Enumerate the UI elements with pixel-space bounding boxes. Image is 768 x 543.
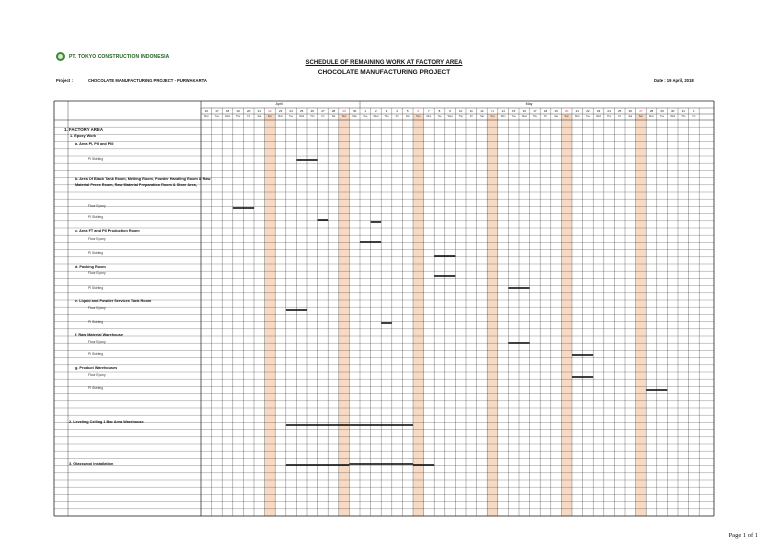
- day-number: 28: [649, 108, 654, 113]
- day-name: Sun: [416, 115, 421, 118]
- day-number: 1: [693, 108, 695, 113]
- day-name: Thu: [384, 115, 389, 118]
- day-name: Wed: [225, 115, 230, 118]
- day-number: 25: [300, 108, 304, 113]
- task-label: PI Skirting: [88, 319, 104, 324]
- schedule-bar: [413, 464, 434, 466]
- task-label: 2. Leveling Ceiling 1 Bar Area Warehouse: [69, 420, 144, 424]
- day-name: Sun: [490, 115, 495, 118]
- day-name: Wed: [447, 115, 453, 118]
- day-name: Fri: [321, 115, 325, 118]
- document-date: Date : 19 April, 2018: [654, 78, 694, 83]
- day-number: 26: [628, 108, 632, 113]
- day-number: 30: [353, 108, 357, 113]
- weekend-column: [265, 114, 276, 516]
- day-name: Thu: [607, 115, 612, 118]
- day-number: 31: [681, 108, 685, 113]
- day-number: 17: [215, 108, 219, 113]
- day-number: 3: [385, 108, 388, 113]
- day-number: 19: [236, 108, 240, 113]
- schedule-bar: [349, 463, 413, 465]
- month-april: April: [275, 102, 283, 106]
- day-number: 27: [321, 108, 325, 113]
- day-number: 19: [554, 108, 558, 113]
- day-name: Sat: [628, 115, 633, 118]
- task-label: Floor Epoxy: [88, 204, 106, 208]
- day-name: Fri: [692, 115, 696, 118]
- day-number: 29: [660, 108, 664, 113]
- day-number: 24: [607, 108, 611, 113]
- schedule-bar: [296, 159, 317, 161]
- schedule-bar: [286, 309, 307, 311]
- day-name: Tue: [660, 115, 665, 118]
- task-label: 3. Glasswool Installation: [69, 462, 114, 466]
- day-name: Mon: [500, 115, 506, 118]
- day-name: Fri: [544, 115, 547, 118]
- day-name: Mon: [352, 115, 358, 118]
- day-name: Sat: [331, 115, 336, 118]
- day-number: 21: [257, 108, 261, 113]
- day-number: 23: [278, 108, 283, 113]
- day-name: Sun: [564, 115, 569, 118]
- schedule-bar: [286, 464, 350, 466]
- day-name: Thu: [681, 115, 686, 118]
- weekend-column: [413, 114, 424, 516]
- day-name: Sun: [638, 115, 644, 118]
- day-name: Sun: [341, 115, 347, 118]
- day-number: 9: [449, 108, 451, 113]
- day-name: Mon: [426, 115, 432, 118]
- day-name: Sat: [405, 115, 410, 118]
- task-label: Floor Epoxy: [88, 340, 106, 344]
- day-name: Mon: [649, 115, 654, 118]
- schedule-bar: [572, 376, 593, 378]
- day-name: Fri: [247, 115, 251, 118]
- day-name: Thu: [532, 115, 537, 118]
- day-number: 22: [268, 108, 272, 113]
- day-number: 13: [490, 108, 495, 113]
- project-label: Project: [56, 78, 71, 83]
- day-number: 5: [406, 108, 409, 113]
- day-number: 2: [375, 108, 377, 113]
- task-label: b. Area Of Black Tank Room, Melting Room, Powder Handling Room & Raw: [75, 177, 211, 181]
- schedule-bar: [286, 424, 350, 426]
- day-number: 30: [671, 108, 675, 113]
- day-name: Tue: [437, 115, 442, 118]
- weekend-column: [561, 114, 572, 516]
- day-number: 18: [543, 108, 548, 113]
- schedule-bar: [646, 389, 667, 391]
- day-number: 27: [639, 108, 643, 113]
- day-number: 25: [618, 108, 622, 113]
- day-name: Fri: [618, 115, 622, 118]
- task-label: Floor Epoxy: [88, 271, 106, 275]
- day-number: 10: [459, 108, 463, 113]
- day-name: Thu: [458, 115, 463, 118]
- day-number: 21: [575, 108, 579, 113]
- schedule-bar: [434, 275, 455, 277]
- weekend-column: [487, 114, 498, 516]
- task-label: d. Packing Room: [75, 264, 106, 269]
- day-number: 1: [364, 108, 367, 113]
- day-number: 23: [596, 108, 601, 113]
- task-label: e. Liquid and Powder Services Tank Room: [75, 298, 152, 303]
- day-number: 20: [247, 108, 251, 113]
- day-number: 16: [522, 108, 526, 113]
- schedule-bar: [318, 219, 329, 221]
- day-name: Fri: [395, 115, 399, 118]
- day-number: 6: [417, 108, 420, 113]
- day-name: Tue: [214, 115, 219, 118]
- task-label: PI Skirting: [88, 285, 104, 290]
- weekend-column: [636, 114, 647, 516]
- task-label: Floor Epoxy: [88, 373, 106, 377]
- schedule-bar: [371, 221, 382, 223]
- schedule-bar: [572, 354, 593, 356]
- schedule-bar: [360, 241, 381, 243]
- day-number: 24: [289, 108, 293, 113]
- day-number: 4: [396, 108, 398, 113]
- document-subtitle: CHOCOLATE MANUFACTURING PROJECT: [317, 69, 451, 76]
- day-name: Wed: [670, 115, 676, 118]
- day-name: Sat: [257, 115, 262, 118]
- day-number: 14: [501, 108, 505, 113]
- day-name: Thu: [310, 115, 315, 118]
- task-label: PI Skirting: [88, 215, 104, 219]
- day-name: Mon: [574, 115, 580, 118]
- day-number: 29: [342, 108, 346, 113]
- day-name: Wed: [521, 115, 527, 118]
- schedule-bar: [233, 207, 254, 209]
- day-number: 12: [480, 108, 484, 113]
- task-label: 1. Epoxy Work: [70, 134, 97, 138]
- task-label: 1. FACTORY AREA: [64, 126, 104, 132]
- document-title: SCHEDULE OF REMAINING WORK AT FACTORY AREA: [305, 60, 463, 66]
- day-name: Wed: [373, 115, 379, 118]
- day-name: Tue: [289, 115, 294, 118]
- month-may: May: [525, 102, 533, 106]
- day-name: Mon: [278, 115, 283, 118]
- page-number: Page 1 of 1: [728, 532, 758, 539]
- company-name: PT. TOKYO CONSTRUCTION INDONESIA: [69, 53, 170, 60]
- task-label: Material Prees Room, Raw Material Preparation Room & Store Area,: [75, 182, 197, 187]
- day-number: 18: [225, 108, 230, 113]
- day-number: 22: [586, 108, 590, 113]
- day-name: Thu: [236, 115, 241, 118]
- task-label: PI Skirting: [88, 251, 104, 255]
- day-name: Sun: [267, 115, 273, 118]
- project-name: CHOCOLATE MANUFACTURING PROJECT - PURWAKARTA: [88, 78, 207, 83]
- task-label: f. Raw Material Warehouse: [75, 333, 123, 337]
- day-name: Fri: [469, 115, 473, 118]
- day-name: Sat: [554, 115, 558, 118]
- day-number: 26: [310, 108, 314, 113]
- task-label: PI Skirting: [88, 156, 104, 161]
- schedule-bar: [508, 287, 529, 289]
- day-name: Tue: [511, 115, 516, 118]
- task-label: c. Area FT and PII Production Room: [75, 229, 140, 233]
- task-label: Floor Epoxy: [88, 305, 106, 310]
- day-number: 28: [331, 108, 336, 113]
- task-label: a. Area PI, PII and PIII: [75, 142, 114, 146]
- day-name: Tue: [363, 115, 368, 118]
- schedule-bar: [434, 255, 455, 257]
- project-colon: :: [72, 78, 74, 83]
- task-label: g. Product Warehouses: [75, 366, 118, 370]
- day-number: 11: [469, 108, 473, 113]
- schedule-bar: [381, 322, 392, 324]
- day-name: Mon: [203, 115, 209, 118]
- day-number: 15: [512, 108, 516, 113]
- day-name: Wed: [596, 115, 601, 118]
- day-name: Tue: [585, 115, 590, 118]
- day-name: Sat: [480, 115, 484, 118]
- day-name: Wed: [299, 115, 305, 118]
- day-number: 20: [565, 108, 569, 113]
- day-number: 17: [533, 108, 537, 113]
- schedule-bar: [349, 424, 413, 426]
- day-number: 7: [428, 108, 430, 113]
- day-number: 8: [438, 108, 441, 113]
- weekend-column: [339, 114, 350, 516]
- schedule-bar: [508, 342, 529, 344]
- task-label: PI Skirting: [88, 352, 104, 356]
- task-label: PI Skirting: [88, 386, 104, 390]
- day-number: 16: [204, 108, 208, 113]
- task-label: Floor Epoxy: [88, 236, 106, 241]
